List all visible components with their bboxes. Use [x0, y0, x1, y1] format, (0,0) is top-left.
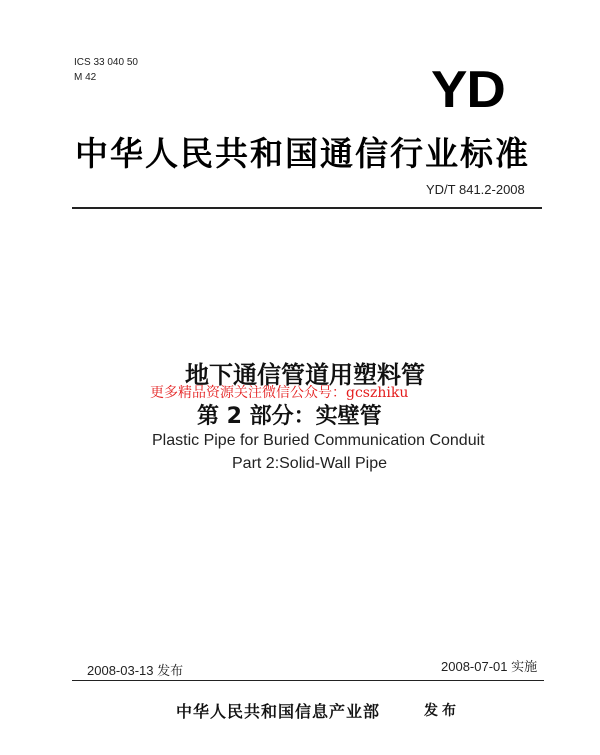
yd-logo: YD: [431, 61, 505, 119]
issue-label: 发布: [424, 703, 460, 719]
document-title-en-line1: Plastic Pipe for Buried Communication Conduit: [152, 432, 485, 449]
standard-number: YD/T 841.2-2008: [426, 182, 525, 197]
standard-title: 中华人民共和国通信行业标准: [75, 134, 530, 173]
issue-date: 2008-03-13 发布: [87, 663, 184, 678]
issuing-authority: 中华人民共和国信息产业部: [176, 702, 381, 721]
watermark-text: 更多精品资源关注微信公众号：gcszhiku: [150, 385, 409, 401]
header-divider: [72, 207, 542, 209]
implementation-date: 2008-07-01 实施: [441, 659, 538, 674]
ics-code: ICS 33 040 50: [74, 57, 138, 68]
footer-divider: [72, 680, 544, 681]
document-title-en-line2: Part 2:Solid-Wall Pipe: [232, 455, 388, 472]
document-title-cn-line1: 地下通信管道用塑料管: [185, 361, 425, 389]
document-title-cn-line2: 第 2 部分：实壁管: [197, 404, 382, 429]
category-code: M 42: [74, 72, 97, 83]
